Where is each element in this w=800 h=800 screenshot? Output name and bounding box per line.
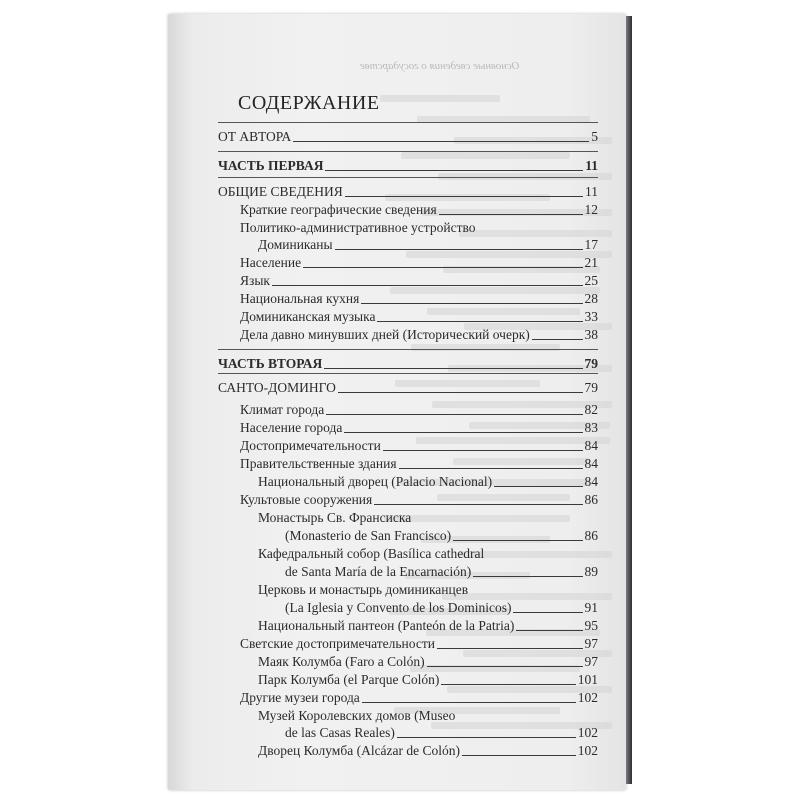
toc-entry-title: Климат города — [240, 402, 325, 417]
toc-page-number: 38 — [584, 327, 598, 342]
toc-page-number: 82 — [584, 402, 598, 417]
toc-entry — [258, 671, 598, 688]
toc-entry-title: Парк Колумба (el Parque Colón) — [258, 672, 440, 687]
toc-entry-title: Население города — [240, 420, 343, 435]
bleed-stroke — [384, 515, 570, 522]
toc-entry-title: Другие музеи города — [240, 690, 360, 705]
toc-leader-line — [383, 449, 583, 451]
toc-entry — [240, 437, 598, 454]
toc-leader-line — [324, 367, 582, 369]
toc-leader-line — [441, 683, 575, 685]
toc-entry-title: Правительственные здания — [240, 456, 397, 471]
toc-entry — [240, 491, 598, 508]
toc-page-number: 11 — [585, 158, 598, 173]
toc-entry-title: Дела давно минувших дней (Исторический очерк) — [240, 327, 530, 342]
toc-leader-line — [338, 391, 583, 393]
toc-entry — [240, 290, 598, 307]
toc-entry-title: de las Casas Reales) — [285, 725, 395, 740]
toc-leader-line — [397, 736, 576, 738]
section-separator — [218, 177, 598, 178]
toc-entry — [240, 219, 476, 236]
toc-entry — [218, 128, 598, 145]
toc-entry — [240, 635, 598, 652]
toc-page-number: 102 — [577, 743, 598, 758]
toc-entry-title: Население — [240, 255, 302, 270]
toc-leader-line — [437, 647, 583, 649]
toc-page-number: 84 — [584, 438, 598, 453]
toc-leader-line — [453, 539, 582, 541]
toc-entry — [258, 653, 598, 670]
toc-entry — [240, 401, 598, 418]
toc-entry — [258, 707, 455, 724]
toc-entry-title: Доминиканская музыка — [240, 309, 376, 324]
toc-entry-title: de Santa María de la Encarnación) — [285, 564, 472, 579]
running-head-bleedthrough: Основные сведения о государстве — [360, 60, 520, 72]
toc-leader-line — [494, 485, 582, 487]
toc-entry-title: Язык — [240, 273, 270, 288]
toc-entry-title: ОБЩИЕ СВЕДЕНИЯ — [218, 184, 343, 199]
section-separator — [218, 151, 598, 152]
toc-page-number: 25 — [584, 273, 598, 288]
toc-entry — [240, 689, 598, 706]
toc-page-number: 5 — [591, 129, 598, 144]
toc-entry — [258, 509, 411, 526]
section-separator — [218, 122, 598, 123]
toc-page-number: 95 — [584, 618, 598, 633]
toc-entry-title: Краткие географические сведения — [240, 202, 437, 217]
toc-leader-line — [427, 665, 583, 667]
toc-page-number: 84 — [584, 456, 598, 471]
toc-entry — [218, 379, 598, 396]
toc-page-number: 101 — [577, 672, 598, 687]
toc-page-number: 12 — [584, 202, 598, 217]
toc-entry-title: (La Iglesia y Convento de los Dominicos) — [285, 600, 512, 615]
toc-entry-title: САНТО-ДОМИНГО — [218, 380, 336, 395]
toc-entry-title: ЧАСТЬ ПЕРВАЯ — [218, 158, 324, 173]
toc-entry-title: Доминиканы — [258, 237, 333, 252]
section-separator — [218, 373, 598, 374]
toc-entry-title: Кафедральный собор (Basílica cathedral — [258, 546, 485, 561]
toc-entry — [240, 272, 598, 289]
toc-page-number: 91 — [584, 600, 598, 615]
toc-entry — [285, 527, 598, 544]
toc-entry-title: Музей Королевских домов (Museo — [258, 708, 456, 723]
toc-entry-title: Церковь и монастырь доминиканцев — [258, 582, 469, 597]
toc-entry-title: Дворец Колумба (Alcázar de Colón) — [258, 743, 461, 758]
toc-entry — [258, 742, 598, 759]
toc-entry-title: Маяк Колумба (Faro a Colón) — [258, 654, 425, 669]
toc-page-number: 21 — [584, 255, 598, 270]
toc-leader-line — [362, 701, 576, 703]
toc-entry-title: Политико-административное устройство — [240, 220, 476, 235]
toc-entry — [258, 236, 598, 253]
toc-leader-line — [439, 213, 583, 215]
toc-page-number: 33 — [584, 309, 598, 324]
toc-entry-title: Национальный пантеон (Panteón de la Patria) — [258, 618, 515, 633]
toc-page-number: 28 — [584, 291, 598, 306]
toc-entry — [218, 157, 598, 174]
toc-leader-line — [303, 266, 582, 268]
toc-page-number: 84 — [584, 474, 598, 489]
toc-leader-line — [335, 248, 583, 250]
toc-page-number: 102 — [577, 690, 598, 705]
toc-leader-line — [462, 754, 576, 756]
toc-entry — [218, 355, 598, 372]
toc-entry-title: Национальная кухня — [240, 291, 360, 306]
toc-leader-line — [473, 575, 582, 577]
toc-entry — [258, 581, 468, 598]
toc-leader-line — [532, 338, 583, 340]
toc-page-number: 83 — [584, 420, 598, 435]
section-separator — [218, 349, 598, 350]
toc-leader-line — [345, 195, 583, 197]
toc-page-number: 89 — [584, 564, 598, 579]
toc-page-number: 102 — [577, 725, 598, 740]
toc-page-number: 11 — [585, 184, 598, 199]
toc-leader-line — [272, 284, 583, 286]
toc-leader-line — [325, 169, 583, 171]
toc-page-number: 17 — [584, 237, 598, 252]
toc-entry — [218, 183, 598, 200]
bleed-stroke — [380, 95, 500, 102]
toc-entry — [285, 599, 598, 616]
toc-heading: СОДЕРЖАНИЕ — [238, 92, 380, 114]
toc-entry — [285, 724, 598, 741]
toc-leader-line — [377, 320, 582, 322]
toc-entry — [240, 201, 598, 218]
toc-page-number: 79 — [584, 356, 598, 371]
toc-page-number: 97 — [584, 636, 598, 651]
toc-entry-title: Достопримечательности — [240, 438, 381, 453]
toc-leader-line — [513, 611, 582, 613]
toc-entry — [258, 545, 484, 562]
toc-page-number: 97 — [584, 654, 598, 669]
toc-entry — [258, 473, 598, 490]
toc-page-number: 79 — [584, 380, 598, 395]
toc-entry — [240, 419, 598, 436]
toc-entry — [240, 455, 598, 472]
toc-leader-line — [293, 140, 589, 142]
toc-entry — [258, 617, 598, 634]
toc-entry — [240, 254, 598, 271]
toc-leader-line — [326, 413, 582, 415]
toc-entry-title: Светские достопримечательности — [240, 636, 435, 651]
toc-entry — [240, 326, 598, 343]
toc-entry-title: Национальный дворец (Palacio Nacional) — [258, 474, 493, 489]
toc-leader-line — [374, 503, 582, 505]
toc-entry — [285, 563, 598, 580]
toc-entry-title: Монастырь Св. Франсиска — [258, 510, 412, 525]
toc-page-number: 86 — [584, 528, 598, 543]
toc-entry — [240, 308, 598, 325]
toc-leader-line — [399, 467, 583, 469]
toc-leader-line — [344, 431, 582, 433]
toc-leader-line — [361, 302, 582, 304]
toc-page-number: 86 — [584, 492, 598, 507]
toc-entry-title: ОТ АВТОРА — [218, 129, 292, 144]
toc-leader-line — [516, 629, 582, 631]
toc-entry-title: Культовые сооружения — [240, 492, 373, 507]
toc-entry-title: (Monasterio de San Francisco) — [285, 528, 452, 543]
toc-entry-title: ЧАСТЬ ВТОРАЯ — [218, 356, 323, 371]
